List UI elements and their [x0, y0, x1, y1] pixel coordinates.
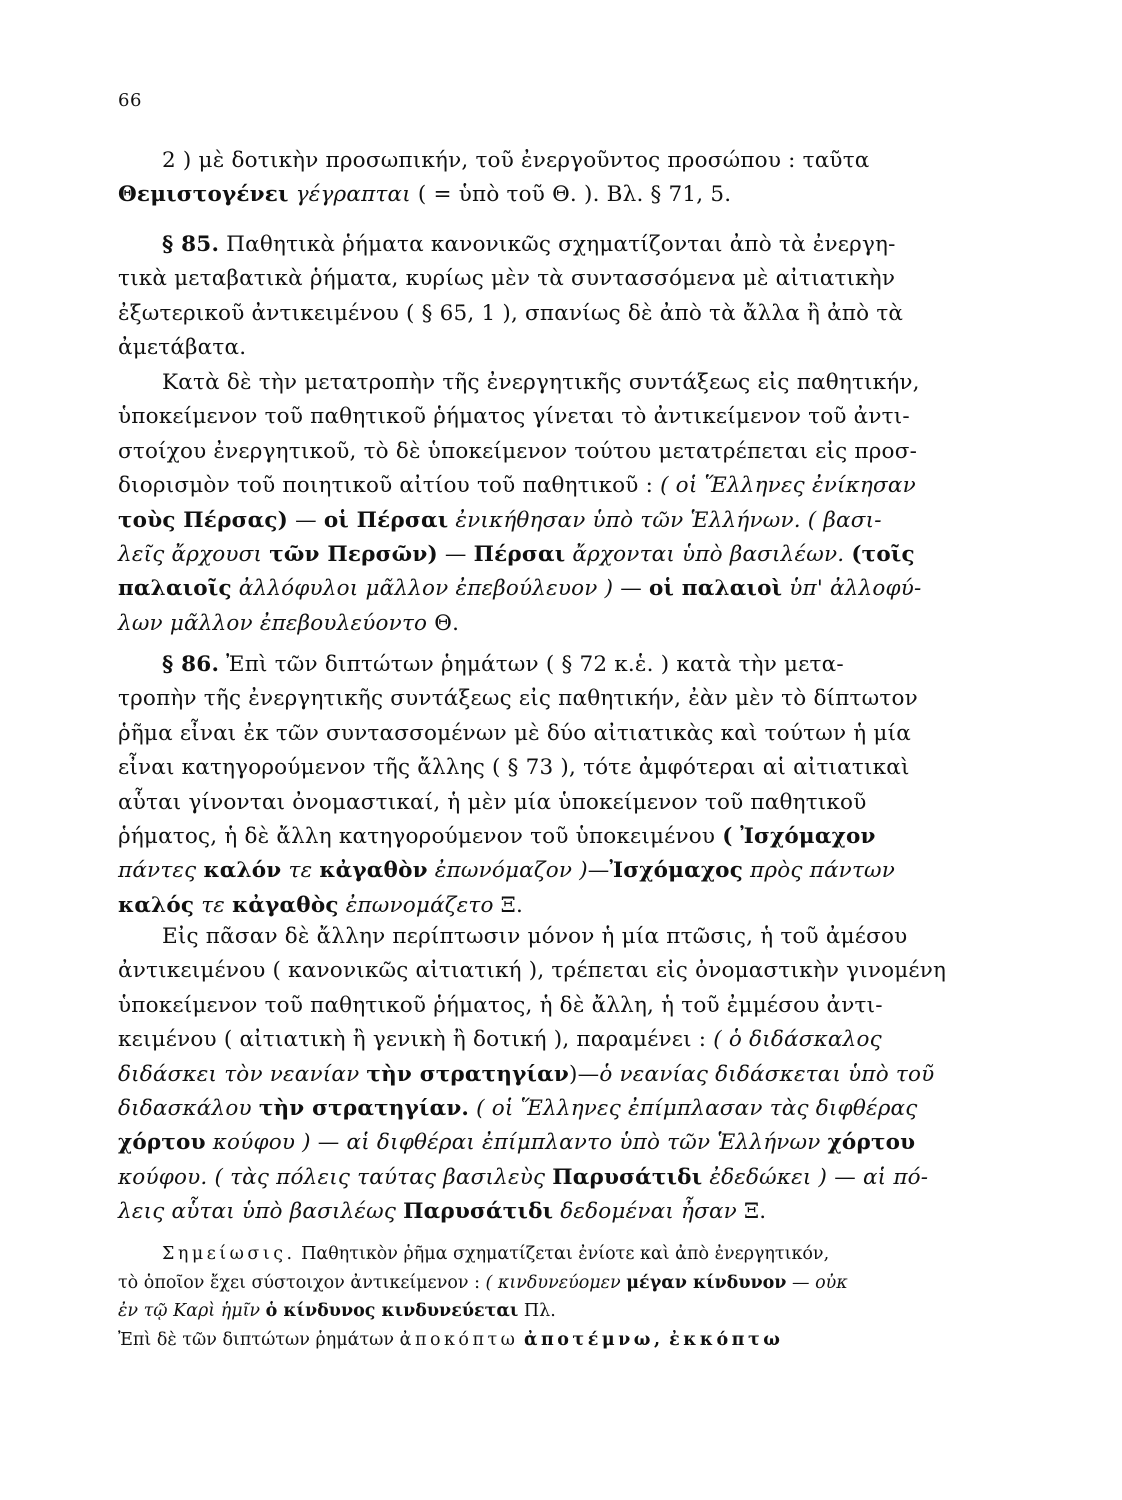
section-85-continuation — [118, 366, 1008, 641]
text-line: κούφου. ( τὰς πόλεις ταύτας βασιλεὺς Παρυσάτιδι ἐδεδώκει ) — αἱ πό- — [118, 1164, 929, 1190]
text-line: ῥῆμα εἶναι ἐκ τῶν συντασσομένων μὲ δύο αἰτιατικὰς καὶ τούτων ἡ μία — [118, 720, 911, 746]
text-line: εἶναι κατηγορούμενον τῆς ἄλλης ( § 73 ), τότε ἀμφότεραι αἱ αἰτιατικαὶ — [118, 755, 910, 781]
section-85 — [118, 228, 1008, 366]
note-label: Σημείωσις. — [162, 1244, 296, 1264]
text-line: Κατὰ δὲ τὴν μετατροπὴν τῆς ἐνεργητικῆς συντάξεως εἰς παθητικήν, — [162, 370, 920, 395]
note-line: Ἐπὶ δὲ τῶν διπτώτων ῥημάτων ἀποκόπτω ἀποτέμνω, ἐκκόπτω — [118, 1329, 784, 1350]
text-line: διδάσκει τὸν νεανίαν τὴν στρατηγίαν)—ὁ νεανίας διδάσκεται ὑπὸ τοῦ — [118, 1061, 935, 1087]
text-line: λων μᾶλλον ἐπεβουλεύοντο Θ. — [118, 610, 460, 636]
section-86 — [118, 648, 1008, 923]
text-line: ὑποκείμενον τοῦ παθητικοῦ ῥήματος γίνεται τὸ ἀντικείμενον τοῦ ἀντι- — [118, 404, 910, 430]
note-line: Σημείωσις. Παθητικὸν ῥῆμα σχηματίζεται ἐνίοτε καὶ ἀπὸ ἐνεργητικόν, — [162, 1244, 830, 1264]
text-line: ἐξωτερικοῦ ἀντικειμένου ( § 65, 1 ), σπανίως δὲ ἀπὸ τὰ ἄλλα ἢ ἀπὸ τὰ — [118, 300, 904, 326]
section-number: § 85. — [162, 232, 220, 257]
text-line: τικὰ μεταβατικὰ ῥήματα, κυρίως μὲν τὰ συντασσόμενα μὲ αἰτιατικὴν — [118, 266, 896, 292]
paragraph-passive-dative — [118, 144, 1008, 213]
section-number: § 86. — [162, 652, 220, 677]
text-line: διορισμὸν τοῦ ποιητικοῦ αἰτίου τοῦ παθητικοῦ : ( οἱ Ἕλληνες ἐνίκησαν — [118, 473, 916, 499]
text-line: 2 ) μὲ δοτικὴν προσωπικήν, τοῦ ἐνεργοῦντος προσώπου : ταῦτα — [162, 148, 870, 173]
text-line: ὑποκείμενον τοῦ παθητικοῦ ῥήματος, ἡ δὲ ἄλλη, ἡ τοῦ ἐμμέσου ἀντι- — [118, 992, 883, 1018]
page-number: 66 — [118, 90, 142, 111]
text-line: ἀμετάβατα. — [118, 335, 247, 361]
text-line: λεις αὗται ὑπὸ βασιλέως Παρυσάτιδι δεδομέναι ἦσαν Ξ. — [118, 1199, 767, 1225]
text-line: πάντες καλόν τε κἀγαθὸν ἐπωνόμαζον )—Ἰσχόμαχος πρὸς πάντων — [118, 858, 896, 884]
text-line: παλαιοῖς ἀλλόφυλοι μᾶλλον ἐπεβούλευον ) — οἱ παλαιοὶ ὑπ' ἀλλοφύ- — [118, 576, 922, 602]
text-line: λεῖς ἄρχουσι τῶν Περσῶν) — Πέρσαι ἄρχονται ὑπὸ βασιλέων. (τοῖς — [118, 542, 915, 568]
note-section — [118, 1240, 1018, 1354]
text-line: Εἰς πᾶσαν δὲ ἄλλην περίπτωσιν μόνον ἡ μία πτῶσις, ἡ τοῦ ἀμέσου — [162, 924, 908, 949]
text-line: ῥήματος, ἡ δὲ ἄλλη κατηγορούμενον τοῦ ὑποκειμένου ( Ἰσχόμαχον — [118, 824, 876, 850]
text-line: § 86. Ἐπὶ τῶν διπτώτων ῥημάτων ( § 72 κ.ἑ. ) κατὰ τὴν μετα- — [162, 652, 844, 677]
text-line: Θεμιστογένει γέγραπται ( = ὑπὸ τοῦ Θ. ). Βλ. § 71, 5. — [118, 182, 732, 208]
text-line: διδασκάλου τὴν στρατηγίαν. ( οἱ Ἕλληνες ἐπίμπλασαν τὰς διφθέρας — [118, 1096, 918, 1122]
text-line: αὗται γίνονται ὀνομαστικαί, ἡ μὲν μία ὑποκείμενον τοῦ παθητικοῦ — [118, 789, 867, 815]
text-line: τοὺς Πέρσας) — οἱ Πέρσαι ἐνικήθησαν ὑπὸ τῶν Ἑλλήνων. ( βασι- — [118, 507, 882, 533]
text-line: καλός τε κἀγαθὸς ἐπωνομάζετο Ξ. — [118, 892, 524, 918]
text-line: ἀντικειμένου ( κανονικῶς αἰτιατική ), τρέπεται εἰς ὀνομαστικὴν γινομένη — [118, 958, 947, 984]
section-86-continuation — [118, 920, 1008, 1230]
text-line: τροπὴν τῆς ἐνεργητικῆς συντάξεως εἰς παθητικήν, ἐὰν μὲν τὸ δίπτωτον — [118, 686, 918, 712]
note-line: ἐν τῷ Καρὶ ἡμῖν ὁ κίνδυνος κινδυνεύεται Πλ. — [118, 1301, 556, 1321]
text-line: χόρτου κούφου ) — αἱ διφθέραι ἐπίμπλαντο ὑπὸ τῶν Ἑλλήνων χόρτου — [118, 1130, 916, 1156]
text-line: κειμένου ( αἰτιατικὴ ἢ γενικὴ ἢ δοτική ), παραμένει : ( ὁ διδάσκαλος — [118, 1027, 882, 1053]
text-line: στοίχου ἐνεργητικοῦ, τὸ δὲ ὑποκείμενον τούτου μετατρέπεται εἰς προσ- — [118, 438, 918, 464]
note-line: τὸ ὁποῖον ἔχει σύστοιχον ἀντικείμενον : ( κινδυνεύομεν μέγαν κίνδυνον — οὐκ — [118, 1272, 848, 1293]
text-line: § 85. Παθητικὰ ῥήματα κανονικῶς σχηματίζονται ἀπὸ τὰ ἐνεργη- — [162, 232, 896, 257]
